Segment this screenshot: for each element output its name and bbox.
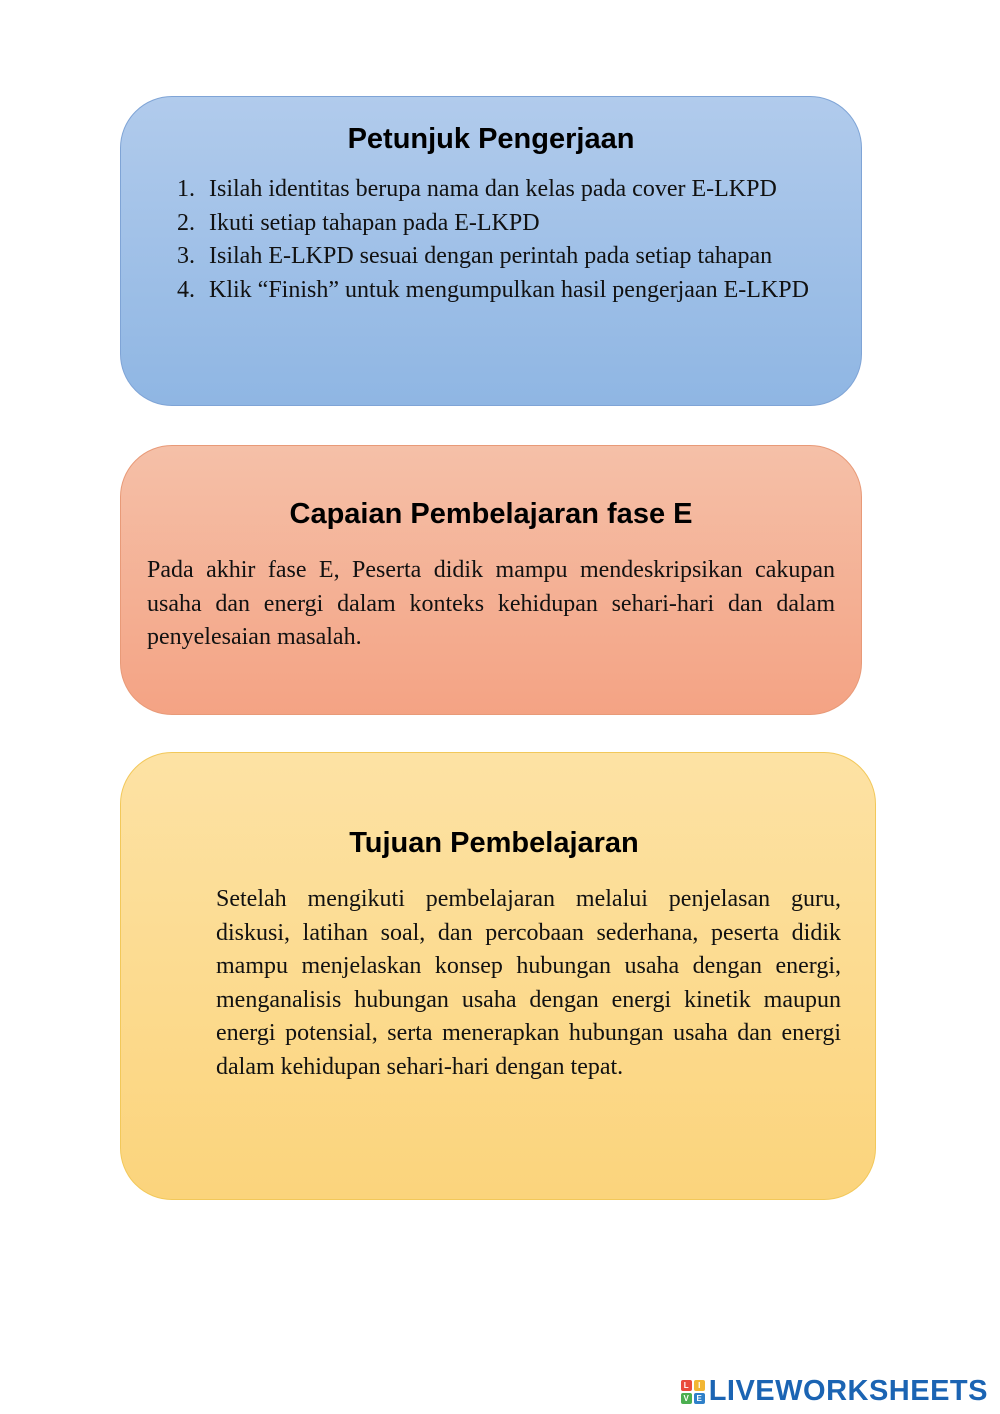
learning-outcome-card: [120, 445, 862, 715]
logo-tile: L: [681, 1380, 692, 1391]
logo-tile: E: [694, 1393, 705, 1404]
instructions-title: Petunjuk Pengerjaan: [347, 123, 635, 155]
instruction-item: Isilah E-LKPD sesuai dengan perintah pada setiap tahapan: [209, 243, 773, 269]
instructions-card: [120, 96, 862, 406]
instruction-item: Ikuti setiap tahapan pada E-LKPD: [209, 209, 540, 236]
instructions-list: [209, 173, 833, 307]
instruction-item: Isilah identitas berupa nama dan kelas pada cover E-LKPD: [209, 176, 777, 202]
learning-outcome-text: Pada akhir fase E, Peserta didik mampu mendeskripsikan cakupan usaha dan energi dalam konteks kehidupan sehari-hari dan dalam penyelesaian masalah.: [147, 557, 835, 650]
learning-objective-card: [120, 752, 876, 1200]
logo-tile: I: [694, 1380, 705, 1391]
brand-name: LIVEWORKSHEETS: [708, 1375, 988, 1407]
logo-tile: V: [681, 1393, 692, 1404]
liveworksheets-logo-icon: [681, 1380, 705, 1404]
liveworksheets-brand: [681, 1375, 988, 1408]
learning-outcome-title: Capaian Pembelajaran fase E: [289, 498, 693, 530]
instruction-item: Klik “Finish” untuk mengumpulkan hasil pengerjaan E-LKPD: [209, 276, 809, 303]
learning-objective-text: Setelah mengikuti pembelajaran melalui penjelasan guru, diskusi, latihan soal, dan percobaan sederhana, peserta didik mampu menjelaskan konsep hubungan usaha dengan energi, menganalisis hubungan usaha dengan energi kinetik maupun energi potensial, serta menerapkan hubungan usaha dan energi dalam kehidupan sehari-hari dengan tepat.: [216, 886, 841, 1080]
learning-objective-title: Tujuan Pembelajaran: [349, 827, 639, 859]
